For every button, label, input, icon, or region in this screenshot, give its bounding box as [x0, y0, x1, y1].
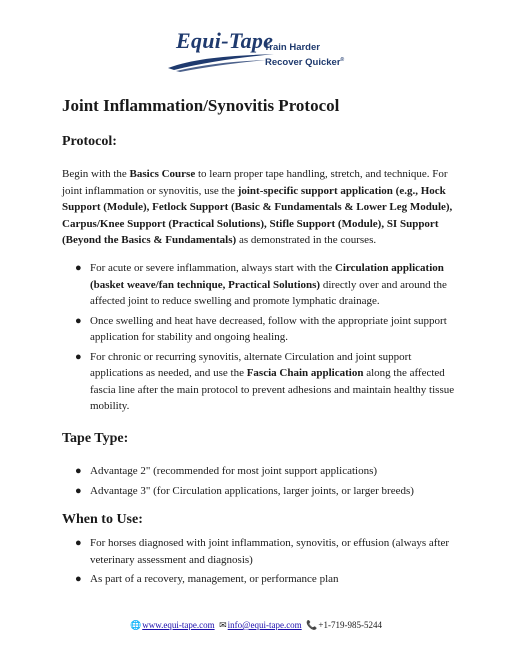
mail-icon: ✉ [219, 620, 227, 630]
logo-tagline-1: Train Harder [264, 42, 320, 53]
list-item: ● For horses diagnosed with joint inflammation, synovitis, or effusion (always after veterinary assessment and diagnosis) [75, 537, 450, 566]
protocol-list [62, 260, 460, 418]
list-item: ● Once swelling and heat have decreased, follow with the appropriate joint support application for stability and ongoing healing. [75, 314, 447, 343]
website-link[interactable]: www.equi-tape.com [142, 620, 215, 630]
logo-tagline-2: Recover Quicker® [265, 57, 345, 69]
phone-number: +1-719-985-5244 [318, 620, 382, 630]
protocol-intro: Begin with the Basics Course to learn proper tape handling, stretch, and technique. For joint inflammation or synovitis, use the joint-specific support application (e.g., Hock Support (Module), Fetlock Support (Basic & Fundamentals & Lower Leg Module), Carpus/Knee Support (Practical Solutions), Stifle Support (Module), SI Support (Beyond the Basics & Fundamentals) as demonstrated in the courses. [62, 168, 453, 246]
tape-type-list [62, 463, 460, 502]
list-item: ● For chronic or recurring synovitis, alternate Circulation and joint support applications as needed, and use the Fascia Chain application along the affected fascia line after the main protocol to prevent adhesions and maintain healthy tissue mobility. [75, 350, 455, 412]
logo-swoosh-icon [166, 52, 276, 72]
tape-type-heading: Tape Type: [62, 431, 129, 446]
footer-contact [0, 620, 512, 631]
phone-icon: 📞 [306, 620, 318, 630]
page-title: Joint Inflammation/Synovitis Protocol [62, 96, 340, 115]
protocol-heading: Protocol: [62, 134, 117, 149]
list-item: ● Advantage 3" (for Circulation applications, larger joints, or larger breeds) [75, 484, 414, 497]
equi-tape-logo [166, 28, 356, 76]
when-to-use-heading: When to Use: [62, 512, 143, 527]
email-link[interactable]: info@equi-tape.com [227, 620, 302, 630]
list-item: ● For acute or severe inflammation, always start with the Circulation application (basket weave/fan technique, Practical Solutions) directly over and around the affected joint to reduce swelling and promote lymphatic drainage. [75, 262, 447, 307]
list-item: ● As part of a recovery, management, or performance plan [75, 573, 339, 585]
logo-brand: Equi-Tape [176, 28, 274, 53]
globe-icon: 🌐 [130, 620, 142, 630]
when-to-use-list [62, 535, 460, 591]
logo-tagline [264, 42, 344, 69]
list-item: ● Advantage 2" (recommended for most joint support applications) [75, 465, 378, 477]
